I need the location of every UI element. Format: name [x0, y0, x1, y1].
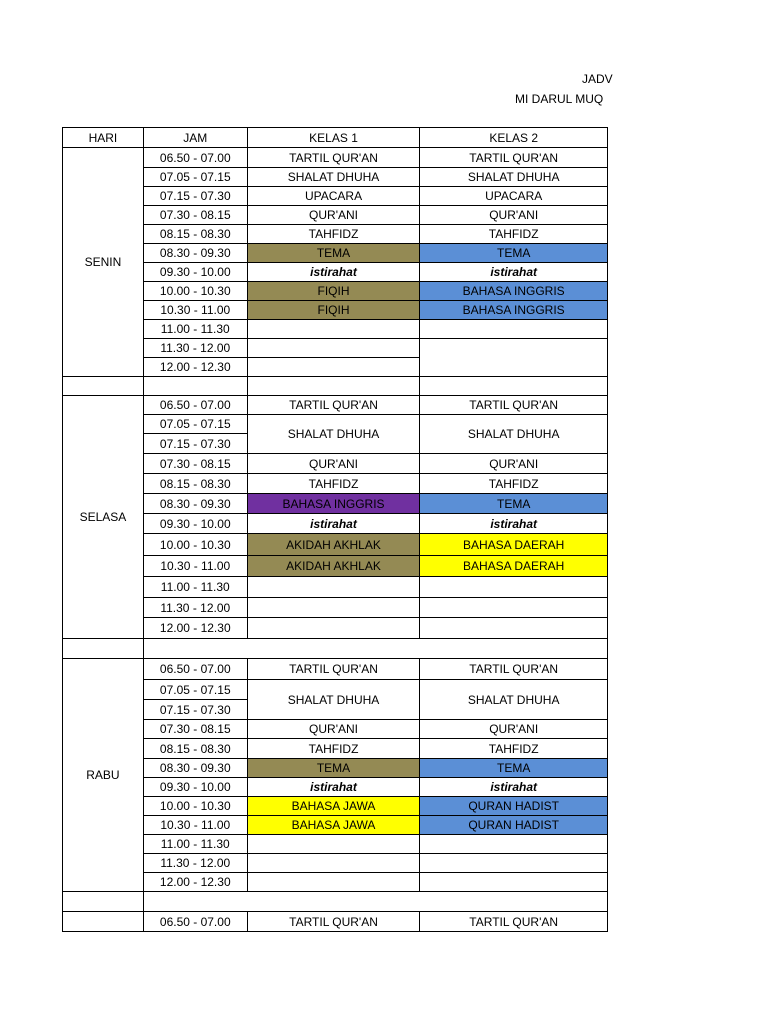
- kelas1-cell: SHALAT DHUHA: [247, 168, 420, 187]
- kelas1-cell: QUR'ANI: [247, 720, 420, 739]
- table-row: [63, 759, 608, 778]
- kelas2-cell: TAHFIDZ: [420, 474, 608, 494]
- time-cell: 07.15 - 07.30: [143, 434, 247, 454]
- schedule-table: [62, 127, 608, 932]
- time-cell: 10.00 - 10.30: [143, 534, 247, 556]
- kelas1-cell: TARTIL QUR'AN: [247, 659, 420, 680]
- table-row: [63, 168, 608, 187]
- table-row: [63, 797, 608, 816]
- kelas1-cell: TARTIL QUR'AN: [247, 912, 420, 932]
- kelas2-cell: TAHFIDZ: [420, 225, 608, 244]
- table-row: [63, 534, 608, 556]
- kelas2-cell: TEMA: [420, 494, 608, 514]
- header-row: [63, 128, 608, 148]
- kelas2-cell: QUR'ANI: [420, 206, 608, 225]
- kelas2-cell: SHALAT DHUHA: [420, 680, 608, 720]
- time-cell: 09.30 - 10.00: [143, 778, 247, 797]
- kelas1-cell: TARTIL QUR'AN: [247, 396, 420, 415]
- day-cell-next: [63, 912, 144, 932]
- kelas2-cell: istirahat: [420, 263, 608, 282]
- table-row: [63, 263, 608, 282]
- kelas1-cell: istirahat: [247, 263, 420, 282]
- kelas1-cell: SHALAT DHUHA: [247, 415, 420, 454]
- table-row: [63, 187, 608, 206]
- kelas2-cell: BAHASA INGGRIS: [420, 301, 608, 320]
- kelas1-cell: TAHFIDZ: [247, 225, 420, 244]
- kelas1-cell: [247, 320, 420, 339]
- table-row: [63, 148, 608, 168]
- kelas1-cell: FIQIH: [247, 301, 420, 320]
- kelas1-cell: BAHASA JAWA: [247, 797, 420, 816]
- time-cell: 08.30 - 09.30: [143, 494, 247, 514]
- time-cell: 11.00 - 11.30: [143, 320, 247, 339]
- kelas2-cell: BAHASA DAERAH: [420, 556, 608, 577]
- kelas1-cell: FIQIH: [247, 282, 420, 301]
- time-cell: 07.15 - 07.30: [143, 700, 247, 720]
- kelas1-cell: AKIDAH AKHLAK: [247, 556, 420, 577]
- time-cell: 09.30 - 10.00: [143, 514, 247, 534]
- time-cell: 10.30 - 11.00: [143, 816, 247, 835]
- table-row: [63, 244, 608, 263]
- kelas2-cell: [420, 835, 608, 854]
- table-row: [63, 598, 608, 618]
- kelas1-cell: [247, 618, 420, 639]
- time-cell: 11.30 - 12.00: [143, 598, 247, 618]
- time-cell: 07.05 - 07.15: [143, 415, 247, 434]
- spacer-row: [63, 377, 608, 396]
- day-cell-senin: SENIN: [63, 148, 144, 377]
- time-cell: 08.15 - 08.30: [143, 739, 247, 759]
- kelas2-cell: TARTIL QUR'AN: [420, 396, 608, 415]
- table-row: [63, 556, 608, 577]
- time-cell: 07.15 - 07.30: [143, 187, 247, 206]
- kelas1-cell: istirahat: [247, 778, 420, 797]
- day-cell-rabu: RABU: [63, 659, 144, 892]
- kelas1-cell: [247, 577, 420, 598]
- time-cell: 08.15 - 08.30: [143, 474, 247, 494]
- time-cell: 12.00 - 12.30: [143, 358, 247, 377]
- kelas1-cell: [247, 854, 420, 873]
- school-name: MI DARUL MUQ: [515, 92, 604, 106]
- kelas2-cell: BAHASA DAERAH: [420, 534, 608, 556]
- kelas1-cell: BAHASA JAWA: [247, 816, 420, 835]
- kelas1-cell: [247, 339, 420, 358]
- kelas1-cell: [247, 835, 420, 854]
- kelas1-cell: istirahat: [247, 514, 420, 534]
- kelas1-cell: TEMA: [247, 244, 420, 263]
- header-jam: JAM: [143, 128, 247, 148]
- table-row: [63, 454, 608, 474]
- kelas2-cell: SHALAT DHUHA: [420, 168, 608, 187]
- time-cell: 07.30 - 08.15: [143, 454, 247, 474]
- time-cell: 11.30 - 12.00: [143, 854, 247, 873]
- table-row: [63, 339, 608, 358]
- kelas2-cell: istirahat: [420, 778, 608, 797]
- kelas2-cell: [420, 320, 608, 339]
- header-hari: HARI: [63, 128, 144, 148]
- kelas1-cell: TAHFIDZ: [247, 739, 420, 759]
- time-cell: 06.50 - 07.00: [143, 912, 247, 932]
- kelas2-cell: QURAN HADIST: [420, 797, 608, 816]
- kelas1-cell: TAHFIDZ: [247, 474, 420, 494]
- kelas2-cell: [420, 598, 608, 618]
- kelas2-cell-merged: [420, 339, 608, 377]
- time-cell: 10.30 - 11.00: [143, 301, 247, 320]
- time-cell: 06.50 - 07.00: [143, 659, 247, 680]
- spacer-row: [63, 639, 608, 659]
- kelas2-cell: [420, 618, 608, 639]
- table-row: [63, 320, 608, 339]
- kelas2-cell: [420, 873, 608, 892]
- kelas1-cell: UPACARA: [247, 187, 420, 206]
- table-row: [63, 659, 608, 680]
- header-kelas1: KELAS 1: [247, 128, 420, 148]
- kelas2-cell: [420, 577, 608, 598]
- kelas1-cell: BAHASA INGGRIS: [247, 494, 420, 514]
- header-kelas2: KELAS 2: [420, 128, 608, 148]
- kelas2-cell: TARTIL QUR'AN: [420, 912, 608, 932]
- time-cell: 07.05 - 07.15: [143, 168, 247, 187]
- kelas2-cell: UPACARA: [420, 187, 608, 206]
- kelas2-cell: TARTIL QUR'AN: [420, 148, 608, 168]
- spacer-row: [63, 892, 608, 912]
- time-cell: 06.50 - 07.00: [143, 396, 247, 415]
- time-cell: 09.30 - 10.00: [143, 263, 247, 282]
- time-cell: 08.30 - 09.30: [143, 244, 247, 263]
- kelas1-cell: SHALAT DHUHA: [247, 680, 420, 720]
- table-row: [63, 739, 608, 759]
- time-cell: 06.50 - 07.00: [143, 148, 247, 168]
- schedule-title: JADV: [582, 72, 613, 86]
- kelas2-cell: istirahat: [420, 514, 608, 534]
- table-row: [63, 514, 608, 534]
- table-row: [63, 225, 608, 244]
- table-row: [63, 835, 608, 854]
- kelas2-cell: TARTIL QUR'AN: [420, 659, 608, 680]
- kelas2-cell: QUR'ANI: [420, 720, 608, 739]
- kelas1-cell: TARTIL QUR'AN: [247, 148, 420, 168]
- day-cell-selasa: SELASA: [63, 396, 144, 639]
- kelas1-cell: [247, 358, 420, 377]
- time-cell: 07.30 - 08.15: [143, 206, 247, 225]
- table-row: [63, 206, 608, 225]
- table-row: [63, 873, 608, 892]
- kelas2-cell: QURAN HADIST: [420, 816, 608, 835]
- time-cell: 10.00 - 10.30: [143, 797, 247, 816]
- kelas2-cell: TEMA: [420, 244, 608, 263]
- table-row: [63, 720, 608, 739]
- table-row: [63, 618, 608, 639]
- table-row: [63, 282, 608, 301]
- kelas1-cell: QUR'ANI: [247, 206, 420, 225]
- table-row: [63, 680, 608, 700]
- kelas1-cell: [247, 598, 420, 618]
- time-cell: 10.00 - 10.30: [143, 282, 247, 301]
- kelas1-cell: [247, 873, 420, 892]
- time-cell: 11.00 - 11.30: [143, 835, 247, 854]
- table-row: [63, 474, 608, 494]
- table-row: [63, 396, 608, 415]
- time-cell: 12.00 - 12.30: [143, 873, 247, 892]
- time-cell: 07.05 - 07.15: [143, 680, 247, 700]
- table-row: [63, 912, 608, 932]
- table-row: [63, 494, 608, 514]
- time-cell: 12.00 - 12.30: [143, 618, 247, 639]
- kelas2-cell: SHALAT DHUHA: [420, 415, 608, 454]
- time-cell: 08.15 - 08.30: [143, 225, 247, 244]
- kelas1-cell: QUR'ANI: [247, 454, 420, 474]
- table-row: [63, 778, 608, 797]
- kelas2-cell: BAHASA INGGRIS: [420, 282, 608, 301]
- kelas2-cell: QUR'ANI: [420, 454, 608, 474]
- time-cell: 07.30 - 08.15: [143, 720, 247, 739]
- time-cell: 10.30 - 11.00: [143, 556, 247, 577]
- table-row: [63, 854, 608, 873]
- kelas2-cell: [420, 854, 608, 873]
- table-row: [63, 816, 608, 835]
- time-cell: 11.30 - 12.00: [143, 339, 247, 358]
- kelas2-cell: TAHFIDZ: [420, 739, 608, 759]
- time-cell: 08.30 - 09.30: [143, 759, 247, 778]
- kelas1-cell: AKIDAH AKHLAK: [247, 534, 420, 556]
- table-row: [63, 577, 608, 598]
- table-row: [63, 415, 608, 434]
- table-row: [63, 301, 608, 320]
- kelas2-cell: TEMA: [420, 759, 608, 778]
- kelas1-cell: TEMA: [247, 759, 420, 778]
- time-cell: 11.00 - 11.30: [143, 577, 247, 598]
